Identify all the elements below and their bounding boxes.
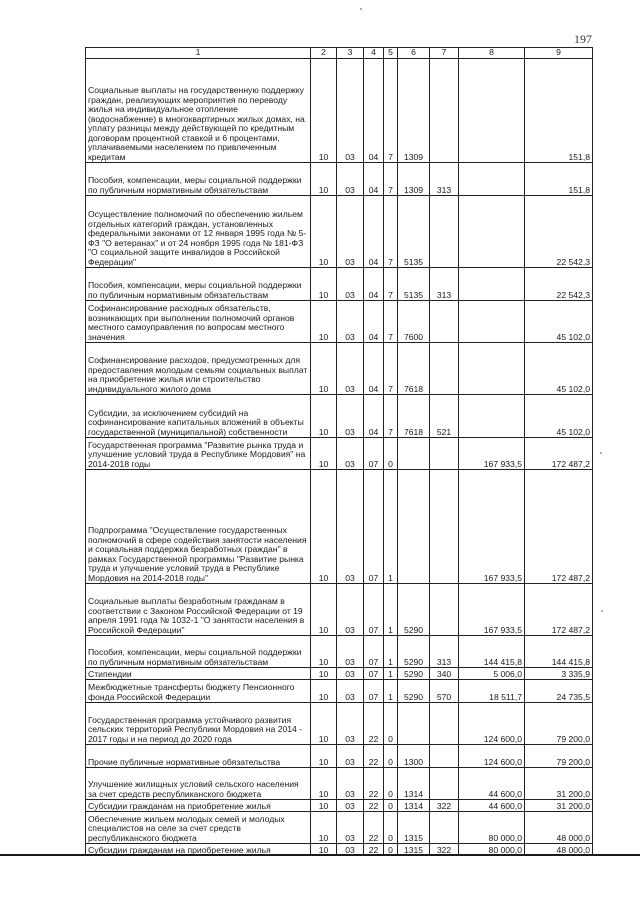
cell-col-2: 10: [311, 745, 337, 768]
cell-col-5: 1: [384, 584, 398, 636]
column-number: 7: [430, 48, 459, 59]
cell-col-4: 22: [364, 745, 384, 768]
cell-col-9: 144 415,8: [525, 636, 593, 668]
cell-col-6: [398, 438, 430, 470]
cell-col-9: 79 200,0: [525, 745, 593, 768]
cell-col-7: 340: [430, 668, 459, 680]
cell-col-4: 04: [364, 163, 384, 196]
cell-col-5: 0: [384, 812, 398, 844]
cell-col-7: [430, 812, 459, 844]
cell-col-4: 07: [364, 680, 384, 703]
column-number: 6: [398, 48, 430, 59]
cell-col-7: 570: [430, 680, 459, 703]
cell-col-8: [459, 59, 525, 163]
cell-col-5: 0: [384, 703, 398, 745]
cell-col-7: [430, 196, 459, 268]
cell-col-8: 167 933,5: [459, 584, 525, 636]
cell-col-5: 1: [384, 668, 398, 680]
cell-col-6: 7600: [398, 301, 430, 343]
cell-col-6: 1314: [398, 800, 430, 812]
cell-col-2: 10: [311, 343, 337, 395]
row-name: Субсидии гражданам на приобретение жилья: [86, 800, 311, 812]
cell-col-8: 167 933,5: [459, 470, 525, 584]
cell-col-2: 10: [311, 844, 337, 856]
table-row: [86, 668, 593, 680]
row-name: Софинансирование расходных обязательств, возникающих при выполнении полномочий органов местного самоуправления по вопросам местного значения: [86, 301, 311, 343]
cell-col-8: [459, 163, 525, 196]
scan-speck: [600, 452, 602, 454]
cell-col-8: 124 600,0: [459, 745, 525, 768]
cell-col-7: 313: [430, 636, 459, 668]
cell-col-9: 151,8: [525, 163, 593, 196]
column-number: 9: [525, 48, 593, 59]
cell-col-5: 7: [384, 395, 398, 438]
cell-col-2: 10: [311, 636, 337, 668]
cell-col-8: 44 600,0: [459, 800, 525, 812]
cell-col-6: 1300: [398, 745, 430, 768]
cell-col-9: 22 542,3: [525, 196, 593, 268]
cell-col-7: 322: [430, 844, 459, 856]
cell-col-8: [459, 343, 525, 395]
cell-col-4: 04: [364, 59, 384, 163]
cell-col-5: 7: [384, 301, 398, 343]
cell-col-6: 5135: [398, 196, 430, 268]
cell-col-5: 0: [384, 745, 398, 768]
cell-col-5: 0: [384, 768, 398, 800]
cell-col-2: 10: [311, 768, 337, 800]
cell-col-4: 04: [364, 343, 384, 395]
cell-col-2: 10: [311, 680, 337, 703]
cell-col-9: 24 735,5: [525, 680, 593, 703]
cell-col-6: 5290: [398, 584, 430, 636]
cell-col-3: 03: [337, 301, 364, 343]
cell-col-3: 03: [337, 680, 364, 703]
cell-col-6: 5290: [398, 636, 430, 668]
cell-col-8: [459, 395, 525, 438]
table-row: [86, 812, 593, 844]
cell-col-2: 10: [311, 812, 337, 844]
cell-col-6: 1315: [398, 812, 430, 844]
row-name: Прочие публичные нормативные обязательства: [86, 745, 311, 768]
cell-col-5: 0: [384, 438, 398, 470]
cell-col-3: 03: [337, 703, 364, 745]
cell-col-5: 1: [384, 636, 398, 668]
cell-col-2: 10: [311, 268, 337, 301]
cell-col-9: 79 200,0: [525, 703, 593, 745]
cell-col-9: 45 102,0: [525, 395, 593, 438]
cell-col-9: 172 487,2: [525, 470, 593, 584]
cell-col-3: 03: [337, 844, 364, 856]
cell-col-6: [398, 470, 430, 584]
row-name: Осуществление полномочий по обеспечению жильем отдельных категорий граждан, установленных федеральными законами от 12 января 1995 года № 5-ФЗ "О ветеранах" и от 24 ноября 1995 года № 181-ФЗ "О социальной защите инвалидов в Российской Федерации": [86, 196, 311, 268]
table-row: [86, 636, 593, 668]
row-name: Улучшение жилищных условий сельского населения за счет средств республиканского бюджета: [86, 768, 311, 800]
cell-col-4: 04: [364, 196, 384, 268]
cell-col-8: [459, 196, 525, 268]
cell-col-7: [430, 768, 459, 800]
cell-col-7: 521: [430, 395, 459, 438]
column-number: 8: [459, 48, 525, 59]
cell-col-3: 03: [337, 196, 364, 268]
cell-col-2: 10: [311, 438, 337, 470]
cell-col-3: 03: [337, 800, 364, 812]
cell-col-2: 10: [311, 703, 337, 745]
cell-col-9: 172 487,2: [525, 438, 593, 470]
cell-col-4: 07: [364, 438, 384, 470]
cell-col-4: 04: [364, 301, 384, 343]
cell-col-9: 48 000,0: [525, 844, 593, 856]
page-number: 197: [574, 32, 592, 46]
cell-col-8: 80 000,0: [459, 812, 525, 844]
cell-col-7: [430, 703, 459, 745]
cell-col-2: 10: [311, 395, 337, 438]
cell-col-5: 7: [384, 343, 398, 395]
table-row: [86, 268, 593, 301]
table-row: [86, 745, 593, 768]
column-number: 5: [384, 48, 398, 59]
cell-col-2: 10: [311, 470, 337, 584]
cell-col-8: 5 006,0: [459, 668, 525, 680]
table-row: [86, 343, 593, 395]
cell-col-7: [430, 343, 459, 395]
row-name: Социальные выплаты на государственную поддержку граждан, реализующих мероприятия по переводу жилья на индивидуальное отопление (водоснабжение) в многоквартирных жилых домах, на уплату разницы между действующей по кредитным договорам процентной ставкой и 6 процентами, уплачиваемыми населением по привлеченным кредитам: [86, 59, 311, 163]
cell-col-2: 10: [311, 59, 337, 163]
cell-col-4: 07: [364, 636, 384, 668]
cell-col-8: [459, 301, 525, 343]
cell-col-7: 322: [430, 800, 459, 812]
cell-col-9: 31 200,0: [525, 800, 593, 812]
row-name: Субсидии, за исключением субсидий на софинансирование капитальных вложений в объекты государственной (муниципальной) собственности: [86, 395, 311, 438]
table-row: [86, 584, 593, 636]
cell-col-7: [430, 59, 459, 163]
cell-col-9: 3 335,9: [525, 668, 593, 680]
table-row: [86, 680, 593, 703]
cell-col-3: 03: [337, 768, 364, 800]
cell-col-6: 5135: [398, 268, 430, 301]
cell-col-6: 1315: [398, 844, 430, 856]
cell-col-8: 18 511,7: [459, 680, 525, 703]
cell-col-4: 22: [364, 812, 384, 844]
cell-col-3: 03: [337, 343, 364, 395]
cell-col-4: 04: [364, 395, 384, 438]
cell-col-4: 04: [364, 268, 384, 301]
cell-col-7: [430, 438, 459, 470]
cell-col-6: 1309: [398, 163, 430, 196]
cell-col-8: 44 600,0: [459, 768, 525, 800]
cell-col-5: 7: [384, 196, 398, 268]
cell-col-4: 07: [364, 470, 384, 584]
cell-col-3: 03: [337, 584, 364, 636]
cell-col-7: 313: [430, 163, 459, 196]
table-row: [86, 800, 593, 812]
cell-col-3: 03: [337, 268, 364, 301]
row-name: Социальные выплаты безработным гражданам в соответствии с Законом Российской Федерации от 19 апреля 1991 года № 1032-1 "О занятости населения в Российской Федерации": [86, 584, 311, 636]
table-row: [86, 59, 593, 163]
cell-col-5: 7: [384, 268, 398, 301]
cell-col-8: 80 000,0: [459, 844, 525, 856]
row-name: Государственная программа "Развитие рынка труда и улучшение условий труда в Республике Мордовия" на 2014-2018 годы: [86, 438, 311, 470]
row-name: Пособия, компенсации, меры социальной поддержки по публичным нормативным обязательствам: [86, 268, 311, 301]
row-name: Государственная программа устойчивого развития сельских территорий Республики Мордовия на 2014 - 2017 годы и на период до 2020 года: [86, 703, 311, 745]
cell-col-7: [430, 470, 459, 584]
table-row: [86, 395, 593, 438]
cell-col-6: 5290: [398, 680, 430, 703]
table-row: [86, 470, 593, 584]
row-name: Пособия, компенсации, меры социальной поддержки по публичным нормативным обязательствам: [86, 163, 311, 196]
row-name: Подпрограмма "Осуществление государственных полномочий в сфере содействия занятости населения и социальная поддержка безработных граждан" в рамках Государственной программы "Развитие рынка труда и улучшение условий труда в Республике Мордовия на 2014-2018 годы": [86, 470, 311, 584]
table-row: [86, 196, 593, 268]
row-name: Пособия, компенсации, меры социальной поддержки по публичным нормативным обязательствам: [86, 636, 311, 668]
cell-col-5: 0: [384, 800, 398, 812]
cell-col-3: 03: [337, 438, 364, 470]
cell-col-4: 22: [364, 844, 384, 856]
cell-col-2: 10: [311, 163, 337, 196]
table-row: [86, 301, 593, 343]
cell-col-9: 31 200,0: [525, 768, 593, 800]
cell-col-3: 03: [337, 163, 364, 196]
cell-col-7: 313: [430, 268, 459, 301]
cell-col-9: 22 542,3: [525, 268, 593, 301]
cell-col-8: 144 415,8: [459, 636, 525, 668]
cell-col-5: 7: [384, 163, 398, 196]
column-number: 4: [364, 48, 384, 59]
cell-col-8: 124 600,0: [459, 703, 525, 745]
cell-col-6: [398, 703, 430, 745]
cell-col-4: 22: [364, 768, 384, 800]
scan-speck: [601, 610, 603, 612]
cell-col-6: 5290: [398, 668, 430, 680]
cell-col-7: [430, 301, 459, 343]
cell-col-4: 22: [364, 800, 384, 812]
cell-col-7: [430, 584, 459, 636]
table-row: [86, 438, 593, 470]
cell-col-5: 7: [384, 59, 398, 163]
cell-col-8: [459, 268, 525, 301]
scan-speck: [360, 8, 362, 10]
row-name: Обеспечение жильем молодых семей и молодых специалистов на селе за счет средств республиканского бюджета: [86, 812, 311, 844]
row-name: Межбюджетные трансферты бюджету Пенсионного фонда Российской Федерации: [86, 680, 311, 703]
cell-col-3: 03: [337, 636, 364, 668]
cell-col-2: 10: [311, 668, 337, 680]
cell-col-3: 03: [337, 59, 364, 163]
column-number-row: [86, 48, 593, 59]
cell-col-4: 22: [364, 703, 384, 745]
row-name: Субсидии гражданам на приобретение жилья: [86, 844, 311, 856]
cell-col-8: 167 933,5: [459, 438, 525, 470]
cell-col-4: 07: [364, 668, 384, 680]
cell-col-4: 07: [364, 584, 384, 636]
cell-col-2: 10: [311, 196, 337, 268]
cell-col-6: 1314: [398, 768, 430, 800]
table-row: [86, 768, 593, 800]
cell-col-9: 172 487,2: [525, 584, 593, 636]
budget-table: [85, 47, 593, 856]
column-number: 3: [337, 48, 364, 59]
row-name: Софинансирование расходов, предусмотренных для предоставления молодым семьям социальных выплат на приобретение жилья или строительство индивидуального жилого дома: [86, 343, 311, 395]
column-number: 1: [86, 48, 311, 59]
cell-col-9: 48 000,0: [525, 812, 593, 844]
table-row: [86, 703, 593, 745]
cell-col-9: 45 102,0: [525, 301, 593, 343]
cell-col-5: 1: [384, 680, 398, 703]
cell-col-9: 151,8: [525, 59, 593, 163]
cell-col-9: 45 102,0: [525, 343, 593, 395]
cell-col-5: 1: [384, 470, 398, 584]
cell-col-3: 03: [337, 668, 364, 680]
cell-col-3: 03: [337, 470, 364, 584]
column-number: 2: [311, 48, 337, 59]
cell-col-3: 03: [337, 395, 364, 438]
cell-col-5: 0: [384, 844, 398, 856]
row-name: Стипендии: [86, 668, 311, 680]
cell-col-6: 7618: [398, 343, 430, 395]
cell-col-2: 10: [311, 800, 337, 812]
cell-col-3: 03: [337, 745, 364, 768]
cell-col-2: 10: [311, 301, 337, 343]
cell-col-7: [430, 745, 459, 768]
cell-col-3: 03: [337, 812, 364, 844]
cell-col-6: 7618: [398, 395, 430, 438]
bottom-rule: [0, 854, 640, 856]
cell-col-2: 10: [311, 584, 337, 636]
cell-col-6: 1309: [398, 59, 430, 163]
table-row: [86, 163, 593, 196]
